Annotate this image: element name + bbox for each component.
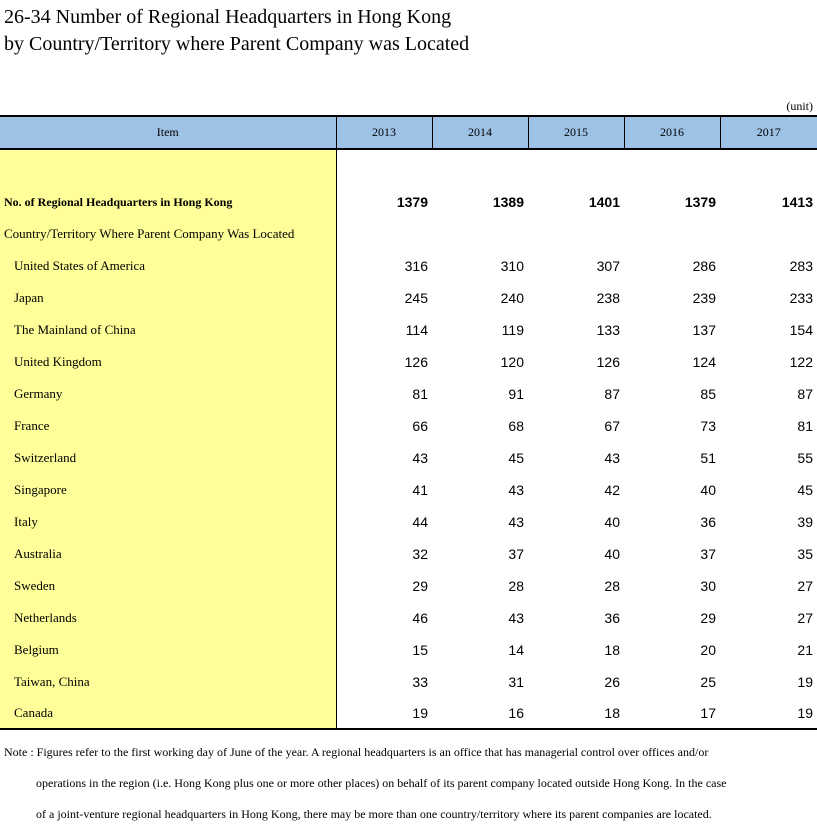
value-cell: 126 <box>596 354 620 370</box>
value-cell: 45 <box>797 482 813 498</box>
value-cell: 25 <box>700 674 716 690</box>
value-cell: 122 <box>789 354 813 370</box>
value-cell: 307 <box>596 258 620 274</box>
table-row <box>0 314 817 346</box>
table-row <box>0 506 817 538</box>
value-cell: 18 <box>528 698 624 729</box>
value-cell: 41 <box>412 482 428 498</box>
value-cell: 73 <box>700 418 716 434</box>
value-cell: 310 <box>500 258 524 274</box>
value-cell: 51 <box>700 450 716 466</box>
table-row <box>0 346 817 378</box>
total-value: 1379 <box>684 194 716 210</box>
empty-cell <box>624 218 720 250</box>
spacer-cell <box>624 149 720 186</box>
country-label: Sweden <box>0 570 336 602</box>
country-label: United Kingdom <box>0 346 336 378</box>
country-label: The Mainland of China <box>0 314 336 346</box>
value-cell: 245 <box>404 290 428 306</box>
value-cell: 35 <box>797 546 813 562</box>
value-cell: 46 <box>412 610 428 626</box>
value-cell: 29 <box>412 578 428 594</box>
total-value: 1401 <box>588 194 620 210</box>
value-cell: 20 <box>700 642 716 658</box>
value-cell: 55 <box>797 450 813 466</box>
value-cell: 81 <box>412 386 428 402</box>
empty-cell <box>336 218 432 250</box>
value-cell: 240 <box>500 290 524 306</box>
unit-label: (unit) <box>786 99 813 113</box>
value-cell: 27 <box>797 610 813 626</box>
value-cell: 21 <box>797 642 813 658</box>
value-cell: 40 <box>700 482 716 498</box>
value-cell: 14 <box>508 642 524 658</box>
value-cell: 37 <box>700 546 716 562</box>
country-label: Switzerland <box>0 442 336 474</box>
table-row <box>0 474 817 506</box>
total-row <box>0 186 817 218</box>
value-cell: 286 <box>692 258 716 274</box>
empty-cell <box>720 218 817 250</box>
headquarters-table <box>0 115 817 730</box>
country-label: Canada <box>0 698 336 729</box>
value-cell: 29 <box>700 610 716 626</box>
value-cell: 124 <box>692 354 716 370</box>
value-cell: 45 <box>508 450 524 466</box>
country-label: Belgium <box>0 634 336 666</box>
table-row <box>0 570 817 602</box>
value-cell: 43 <box>508 514 524 530</box>
value-cell: 30 <box>700 578 716 594</box>
country-label: Singapore <box>0 474 336 506</box>
value-cell: 43 <box>508 482 524 498</box>
column-header-year: 2014 <box>432 116 528 149</box>
column-header-year: 2013 <box>336 116 432 149</box>
value-cell: 238 <box>596 290 620 306</box>
value-cell: 120 <box>500 354 524 370</box>
value-cell: 44 <box>412 514 428 530</box>
column-header-item: Item <box>0 116 336 149</box>
value-cell: 26 <box>604 674 620 690</box>
spacer-cell <box>528 149 624 186</box>
value-cell: 40 <box>604 546 620 562</box>
table-row <box>0 666 817 698</box>
total-value: 1379 <box>396 194 428 210</box>
empty-cell <box>432 218 528 250</box>
value-cell: 239 <box>692 290 716 306</box>
country-label: United States of America <box>0 250 336 282</box>
country-label: Germany <box>0 378 336 410</box>
footnote-line: operations in the region (i.e. Hong Kong plus one or more other places) on behalf of its parent company located outside Hong Kong. In the case <box>36 776 727 790</box>
country-label: Australia <box>0 538 336 570</box>
value-cell: 137 <box>692 322 716 338</box>
column-header-year: 2015 <box>528 116 624 149</box>
value-cell: 114 <box>405 322 428 338</box>
value-cell: 316 <box>404 258 428 274</box>
value-cell: 43 <box>604 450 620 466</box>
value-cell: 67 <box>604 418 620 434</box>
value-cell: 283 <box>789 258 813 274</box>
table-row <box>0 698 817 729</box>
table-row <box>0 538 817 570</box>
value-cell: 87 <box>797 386 813 402</box>
value-cell: 19 <box>797 674 813 690</box>
section-row <box>0 218 817 250</box>
value-cell: 43 <box>412 450 428 466</box>
value-cell: 39 <box>797 514 813 530</box>
column-header-year: 2016 <box>624 116 720 149</box>
value-cell: 126 <box>404 354 428 370</box>
value-cell: 18 <box>604 642 620 658</box>
total-label: No. of Regional Headquarters in Hong Kong <box>0 186 336 218</box>
table-row <box>0 282 817 314</box>
value-cell: 19 <box>336 698 432 729</box>
value-cell: 31 <box>508 674 524 690</box>
country-label: Taiwan, China <box>0 666 336 698</box>
table-row <box>0 442 817 474</box>
country-label: Netherlands <box>0 602 336 634</box>
value-cell: 28 <box>604 578 620 594</box>
spacer-row <box>0 149 817 186</box>
page-title: 26-34 Number of Regional Headquarters in Hong Kong <box>4 6 452 28</box>
country-label: France <box>0 410 336 442</box>
value-cell: 36 <box>604 610 620 626</box>
table-row <box>0 250 817 282</box>
header-row <box>0 116 817 149</box>
value-cell: 28 <box>508 578 524 594</box>
value-cell: 27 <box>797 578 813 594</box>
value-cell: 42 <box>604 482 620 498</box>
value-cell: 91 <box>508 386 524 402</box>
value-cell: 16 <box>432 698 528 729</box>
value-cell: 233 <box>789 290 813 306</box>
section-label: Country/Territory Where Parent Company Was Located <box>0 218 336 250</box>
value-cell: 43 <box>508 610 524 626</box>
column-header-year: 2017 <box>720 116 817 149</box>
table-row <box>0 378 817 410</box>
value-cell: 40 <box>604 514 620 530</box>
spacer-cell <box>0 149 336 186</box>
spacer-cell <box>720 149 817 186</box>
value-cell: 81 <box>797 418 813 434</box>
table-row <box>0 410 817 442</box>
value-cell: 19 <box>720 698 817 729</box>
country-label: Japan <box>0 282 336 314</box>
value-cell: 17 <box>624 698 720 729</box>
value-cell: 66 <box>412 418 428 434</box>
value-cell: 119 <box>501 322 524 338</box>
table-row <box>0 602 817 634</box>
value-cell: 33 <box>412 674 428 690</box>
value-cell: 85 <box>700 386 716 402</box>
page-subtitle: by Country/Territory where Parent Company was Located <box>4 33 470 55</box>
country-label: Italy <box>0 506 336 538</box>
value-cell: 36 <box>700 514 716 530</box>
value-cell: 37 <box>508 546 524 562</box>
value-cell: 87 <box>604 386 620 402</box>
spacer-cell <box>336 149 432 186</box>
empty-cell <box>528 218 624 250</box>
value-cell: 68 <box>508 418 524 434</box>
value-cell: 32 <box>412 546 428 562</box>
table-row <box>0 634 817 666</box>
footnote <box>4 737 814 830</box>
value-cell: 133 <box>596 322 620 338</box>
footnote-line: Note : Figures refer to the first working day of June of the year. A regional headquarters is an office that has managerial control over offices and/or <box>4 745 709 759</box>
spacer-cell <box>432 149 528 186</box>
total-value: 1413 <box>781 194 813 210</box>
total-value: 1389 <box>492 194 524 210</box>
value-cell: 15 <box>412 642 428 658</box>
value-cell: 154 <box>789 322 813 338</box>
footnote-line: of a joint-venture regional headquarters in Hong Kong, there may be more than one country/territory where its parent companies are located. <box>36 807 712 821</box>
